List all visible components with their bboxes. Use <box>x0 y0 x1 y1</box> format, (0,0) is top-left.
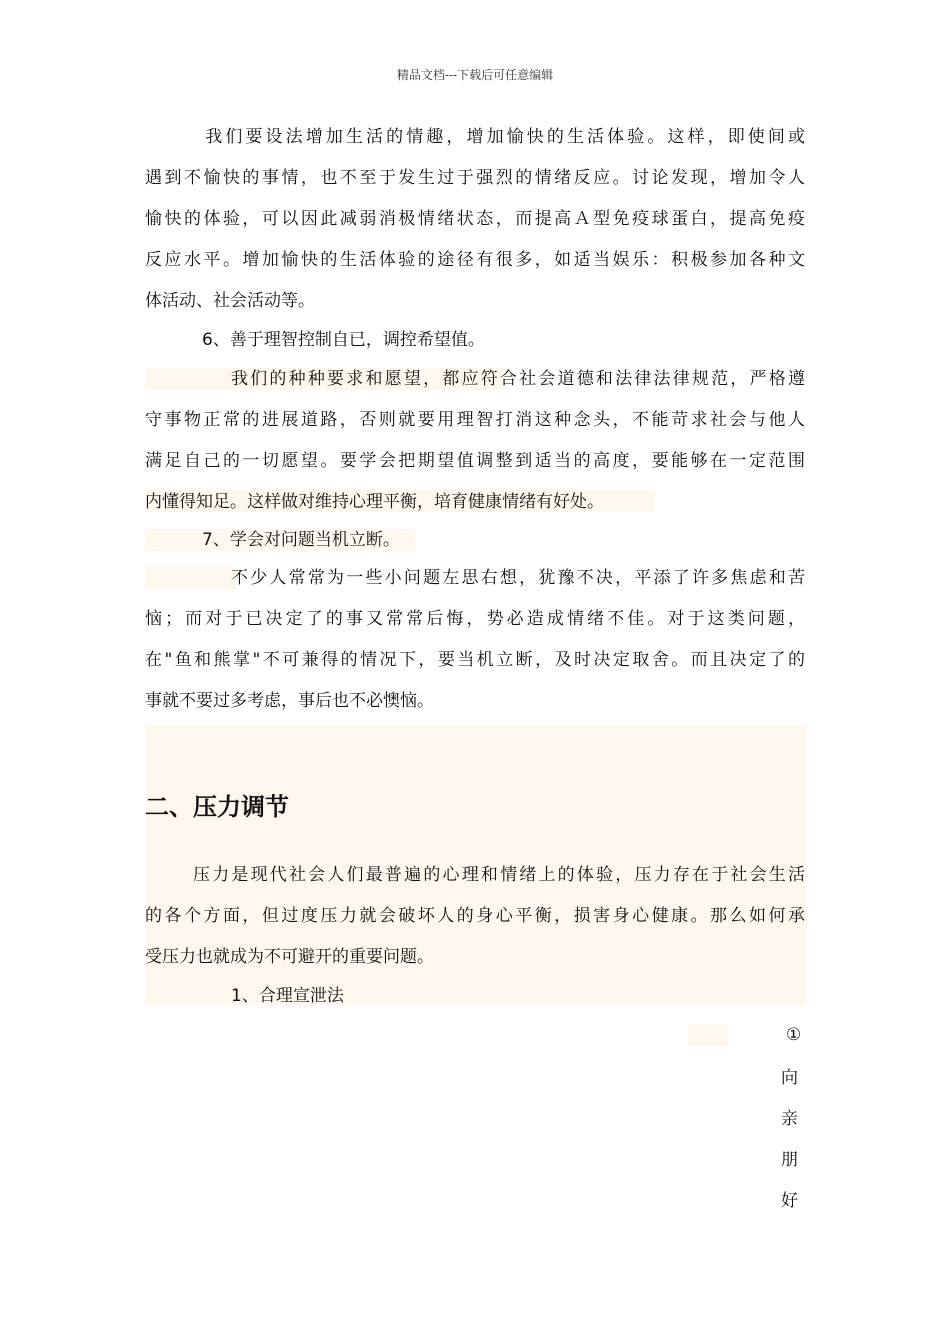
vertical-char: 亲 <box>781 1109 798 1129</box>
text-line: 恼；而对于已决定了的事又常常后悔，势必造成情绪不佳。对于这类问题， <box>145 609 805 629</box>
text-line: 遇到不愉快的事情，也不至于发生过于强烈的情绪反应。讨论发现，增加令人 <box>145 168 805 188</box>
text-line: 内懂得知足。这样做对维持心理平衡，培育健康情绪有好处。 <box>145 492 604 512</box>
text-line: 满足自己的一切愿望。要学会把期望值调整到适当的高度，要能够在一定范围 <box>145 451 805 471</box>
item-heading-1: 1、合理宣泄法 <box>231 986 344 1006</box>
text-line: 我们要设法增加生活的情趣，增加愉快的生活体验。这样，即使间或 <box>145 127 805 147</box>
text-line: 守事物正常的进展道路，否则就要用理智打消这种念头，不能苛求社会与他人 <box>145 410 805 430</box>
text-line: 的各个方面，但过度压力就会破坏人的身心平衡，损害身心健康。那么如何承 <box>145 906 805 926</box>
vertical-char: 向 <box>781 1068 798 1088</box>
highlight-block <box>688 1024 728 1046</box>
text-line: 压力是现代社会人们最普遍的心理和情绪上的体验，压力存在于社会生活 <box>193 865 805 885</box>
section-heading: 二、压力调节 <box>145 793 289 821</box>
text-line: 愉快的体验，可以因此减弱消极情绪状态，而提高Ａ型免疫球蛋白，提高免疫 <box>145 209 805 229</box>
highlight-block <box>145 567 235 589</box>
page-header: 精品文档---下载后可任意编辑 <box>396 68 554 82</box>
item-heading-7: 7、学会对问题当机立断。 <box>202 530 400 550</box>
text-line: 反应水平。增加愉快的生活体验的途径有很多，如适当娱乐：积极参加各种文 <box>145 250 805 270</box>
text-line: 受压力也就成为不可避开的重要问题。 <box>145 947 434 967</box>
vertical-char: 朋 <box>781 1150 798 1170</box>
vertical-char: 好 <box>781 1191 798 1211</box>
text-line: 我们的种种要求和愿望，都应符合社会道德和法律法律规范，严格遵 <box>231 369 805 389</box>
text-line: 不少人常常为一些小问题左思右想，犹豫不决，平添了许多焦虑和苦 <box>231 568 805 588</box>
vertical-char: ① <box>786 1025 802 1045</box>
text-line: 体活动、社会活动等。 <box>145 291 315 311</box>
text-line: 在"鱼和熊掌"不可兼得的情况下，要当机立断，及时决定取舍。而且决定了的 <box>145 650 805 670</box>
item-heading-6: 6、善于理智控制自已，调控希望值。 <box>202 330 485 350</box>
text-line: 事就不要过多考虑，事后也不必懊恼。 <box>145 691 434 711</box>
